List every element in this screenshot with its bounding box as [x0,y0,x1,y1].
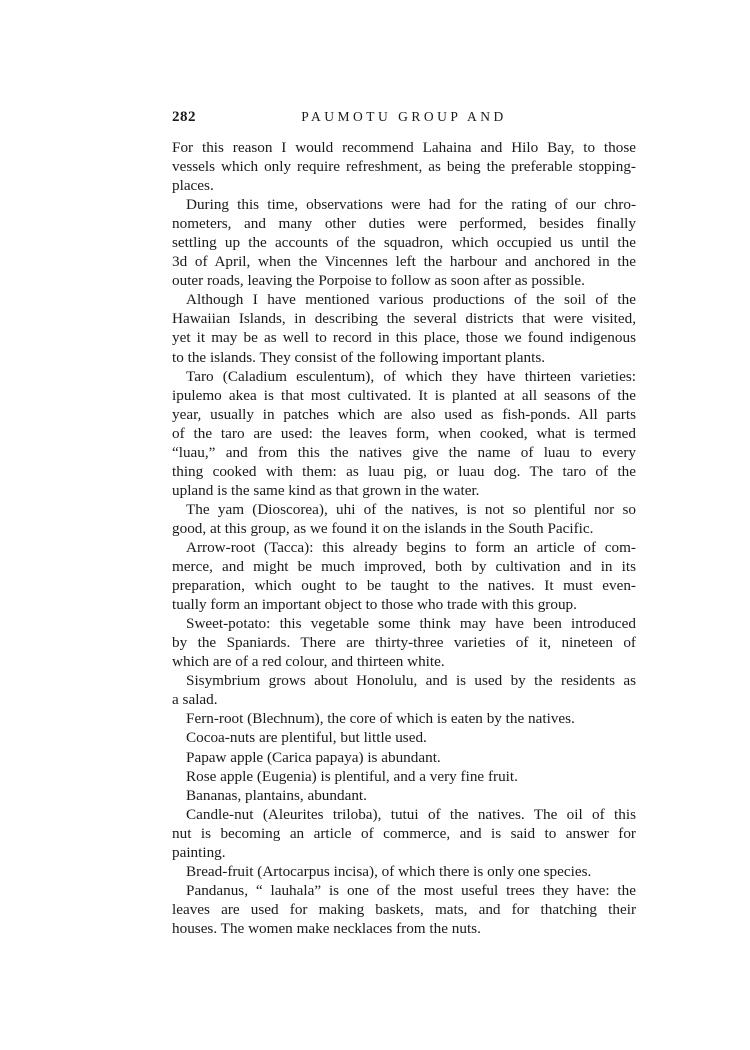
text-line: Rose apple (Eugenia) is plentiful, and a very fine fruit. [186,767,518,785]
running-title: PAUMOTU GROUP AND [301,109,507,124]
text-line: thing cooked with them: as luau pig, or luau dog. The taro of the [172,462,636,480]
text-line: 3d of April, when the Vincennes left the harbour and anchored in the [172,253,636,271]
text-line: places. [172,177,214,195]
text-line: Fern-root (Blechnum), the core of which is eaten by the natives. [186,710,575,728]
text-line: nut is becoming an article of commerce, and is said to answer for [172,824,636,842]
text-line: good, at this group, as we found it on the islands in the South Pacific. [172,519,594,537]
text-line: ipulemo akea is that most cultivated. It is planted at all seasons of the [172,386,636,404]
text-line: Arrow-root (Tacca): this already begins to form an article of com- [186,538,636,556]
text-line: Sisymbrium grows about Honolulu, and is used by the residents as [186,672,636,690]
text-line: vessels which only require refreshment, as being the preferable stopping- [172,158,636,176]
text-line: a salad. [172,691,218,709]
text-line: Hawaiian Islands, in describing the several districts that were visited, [172,310,636,328]
text-line: settling up the accounts of the squadron, which occupied us until the [172,234,636,252]
text-line: leaves are used for making baskets, mats, and for thatching their [172,900,636,918]
text-line: yet it may be as well to record in this place, those we found indigenous [172,329,636,347]
text-line: Taro (Caladium esculentum), of which they have thirteen varieties: [186,367,636,385]
text-line: by the Spaniards. There are thirty-three varieties of it, nineteen of [172,634,636,652]
text-line: painting. [172,843,226,861]
text-line: Although I have mentioned various productions of the soil of the [186,291,636,309]
text-line: merce, and might be much improved, both by cultivation and in its [172,558,636,576]
text-line: The yam (Dioscorea), uhi of the natives, is not so plentiful nor so [186,500,636,518]
text-line: upland is the same kind as that grown in the water. [172,481,480,499]
text-line: year, usually in patches which are also used as fish-ponds. All parts [172,405,636,423]
running-head [172,106,636,128]
body-text [172,138,636,938]
text-line: Pandanus, “ lauhala” is one of the most useful trees they have: the [186,881,636,899]
text-line: of the taro are used: the leaves form, when cooked, what is termed [172,424,636,442]
text-line: Bananas, plantains, abundant. [186,786,367,804]
text-line: “luau,” and from this the natives give the name of luau to every [172,443,636,461]
text-line: Cocoa-nuts are plentiful, but little used. [186,729,427,747]
text-line: Candle-nut (Aleurites triloba), tutui of the natives. The oil of this [186,805,636,823]
text-line: During this time, observations were had for the rating of our chro- [186,196,636,214]
text-line: preparation, which ought to be taught to the natives. It must even- [172,577,636,595]
text-line: houses. The women make necklaces from the nuts. [172,919,481,937]
book-page [172,106,636,938]
text-line: Papaw apple (Carica papaya) is abundant. [186,748,441,766]
text-line: which are of a red colour, and thirteen white. [172,653,445,671]
text-line: to the islands. They consist of the following important plants. [172,348,546,366]
text-line: outer roads, leaving the Porpoise to follow as soon after as possible. [172,272,585,290]
text-line: Sweet-potato: this vegetable some think may have been introduced [186,615,636,633]
page-number: 282 [172,109,196,125]
text-line: Bread-fruit (Artocarpus incisa), of which there is only one species. [186,862,592,880]
text-line: For this reason I would recommend Lahaina and Hilo Bay, to those [172,139,636,156]
text-line: tually form an important object to those who trade with this group. [172,596,577,614]
text-line: nometers, and many other duties were performed, besides finally [172,215,636,233]
